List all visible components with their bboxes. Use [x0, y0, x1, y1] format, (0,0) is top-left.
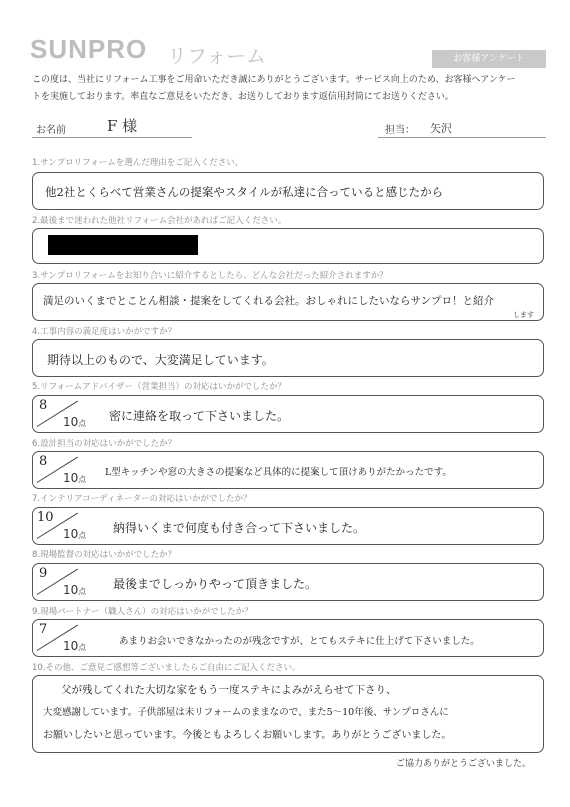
answer-box-9: [32, 619, 544, 657]
question-label-1: 1.サンプロリフォームを選んだ理由をご記入ください。: [32, 158, 244, 168]
answer-text-1: 他2社とくらべて営業さんの提案やスタイルが私達に合っていると感じたから: [45, 185, 444, 199]
redacted-block: [48, 235, 198, 255]
score-given: 7: [39, 622, 48, 637]
answer-line-10-3: お願いしたいと思っています。今後ともよろしくお願いします。ありがとうございました。: [43, 730, 452, 741]
question-label-7: 7.インテリアコーディネーターの対応はいかがでしたか？: [32, 494, 252, 504]
answer-box-5: [32, 395, 544, 433]
answer-box-6: [32, 451, 544, 489]
answer-text-9: あまりお会いできなかったのが残念ですが、とてもステキに仕上げて下さいました。: [119, 636, 480, 647]
intro-text: [32, 72, 542, 106]
question-label-9: 9.現場パートナー（職人さん）の対応はいかがでしたか？: [32, 607, 253, 617]
answer-text-7: 納得いくまで何度も付き合って下さいました。: [113, 521, 366, 535]
answer-text-5: 密に連絡を取って下さいました。: [109, 409, 290, 423]
staff-label: 担当：: [385, 125, 415, 136]
score-max: 10点: [63, 415, 87, 429]
intro-line-1: この度は、当社にリフォーム工事をご用命いただき誠にありがとうございます。サービス向上のため、お客様へアンケー: [32, 75, 516, 85]
answer-text-4: 期待以上のもので、大変満足しています。: [47, 353, 274, 367]
name-underline: [32, 137, 192, 138]
question-label-4: 4.工事内容の満足度はいかがですか？: [32, 327, 177, 337]
answer-box-10: [32, 675, 544, 753]
score-max: 10点: [63, 527, 87, 541]
score-given: 10: [37, 510, 54, 525]
logo: SUNPRO: [30, 34, 148, 64]
score-given: 8: [39, 398, 48, 413]
question-label-6: 6.設計担当の対応はいかがでしたか？: [32, 439, 177, 449]
name-label: お名前: [36, 125, 66, 136]
answer-box-1: [32, 172, 544, 210]
staff-value: 矢沢: [430, 122, 452, 135]
question-label-5: 5.リフォームアドバイザー（営業担当）の対応はいかがでしたか？: [32, 382, 287, 392]
answer-line-10-1: 父が残してくれた大切な家をもう一度ステキによみがえらせて下さり、: [61, 684, 397, 696]
score-given: 8: [39, 454, 48, 469]
score-max: 10点: [63, 583, 87, 597]
answer-box-4: [32, 339, 544, 377]
answer-box-8: [32, 563, 544, 601]
score-max: 10点: [63, 471, 87, 485]
survey-label: お客様アンケート: [432, 50, 546, 68]
answer-box-7: [32, 507, 544, 545]
answer-text-3-continued: します: [513, 311, 534, 319]
question-label-10: 10.その他、ご意見ご感想等ございましたらご自由にご記入ください。: [32, 663, 301, 673]
question-label-8: 8.現場監督の対応はいかがでしたか？: [32, 550, 177, 560]
answer-text-3: 満足のいくまでとことん相談・提案をしてくれる会社。おしゃれにしたいならサンプロ！と紹介: [43, 295, 494, 307]
answer-line-10-2: 大変感謝しています。子供部屋は未リフォームのままなので、また5〜10年後、サンプロさんに: [43, 707, 449, 718]
answer-text-8: 最後までしっかりやって頂きました。: [113, 577, 318, 591]
logo-subtitle: リフォーム: [167, 44, 266, 68]
question-label-2: 2.最後まで迷われた他社リフォーム会社があればご記入ください。: [32, 216, 287, 226]
score-max: 10点: [63, 639, 87, 653]
question-label-3: 3.サンプロリフォームをお知り合いに紹介するとしたら、どんな会社だった紹介されますか？: [32, 271, 388, 281]
thanks-text: ご協力ありがとうございました。: [396, 759, 532, 769]
name-value: F 様: [107, 117, 138, 135]
answer-text-6: L型キッチンや窓の大きさの提案など具体的に提案して頂けありがたかったです。: [105, 467, 452, 478]
intro-line-2: トを実施しております。率直なご意見をいただき、お送りしております返信用封筒にてお送りください。: [32, 92, 454, 102]
staff-underline: [378, 137, 546, 138]
score-given: 9: [39, 566, 48, 581]
answer-box-3: [32, 283, 544, 321]
